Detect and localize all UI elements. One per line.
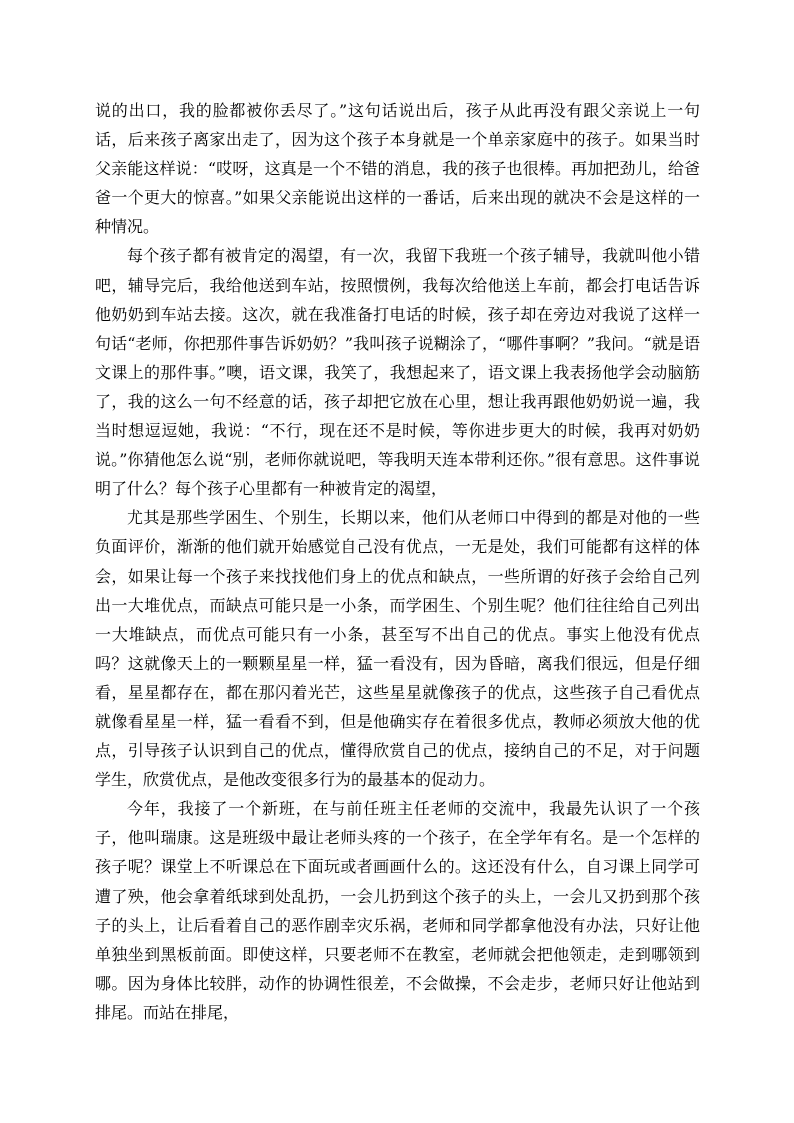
paragraph-new-class: 今年，我接了一个新班，在与前任班主任老师的交流中，我最先认识了一个孩子，他叫瑞康。这是班级中最让老师头疼的一个孩子，在全学年有名。是一个怎样的孩子呢？课堂上不听课总在下面玩或者画画什么的。这还没有什么，自习课上同学可遭了殃，他会拿着纸球到处乱扔，一会儿扔到这个孩子的头上，一会儿又扔到那个孩子的头上，让后看着自己的恶作剧幸灾乐祸，老师和同学都拿他没有办法，只好让他单独坐到黑板前面。即使这样，只要老师不在教室，老师就会把他领走，走到哪领到哪。因为身体比较胖，动作的协调性很差，不会做操，不会走步，老师只好让他站到排尾。而站在排尾， (95, 799, 700, 1022)
paragraph-continuation: 说的出口，我的脸都被你丢尽了。”这句话说出后，孩子从此再没有跟父亲说上一句话，后来孩子离家出走了，因为这个孩子本身就是一个单亲家庭中的孩子。如果当时父亲能这样说：“哎呀，这真是一个不错的消息，我的孩子也很棒。再加把劲儿，给爸爸一个更大的惊喜。”如果父亲能说出这样的一番话，后来出现的就决不会是这样的一种情况。 (95, 101, 700, 237)
paragraph-affirmation-story: 每个孩子都有被肯定的渴望，有一次，我留下我班一个孩子辅导，我就叫他小错吧，辅导完后，我给他送到车站，按照惯例，我每次给他送上车前，都会打电话告诉他奶奶到车站去接。这次，就在我准备打电话的时候，孩子却在旁边对我说了这样一句话“老师，你把那件事告诉奶奶？”我叫孩子说糊涂了，“哪件事啊？”我问。“就是语文课上的那件事。”噢，语文课，我笑了，我想起来了，语文课上我表扬他学会动脑筋了，我的这么一句不经意的话，孩子却把它放在心里，想让我再跟他奶奶说一遍，我当时想逗逗她，我说：“不行，现在还不是时候，等你进步更大的时候，我再对奶奶说。”你猜他怎么说“别，老师你就说吧，等我明天连本带利还你。”很有意思。这件事说明了什么？每个孩子心里都有一种被肯定的渴望， (95, 246, 700, 499)
paragraph-struggling-students: 尤其是那些学困生、个别生，长期以来，他们从老师口中得到的都是对他的一些负面评价，渐渐的他们就开始感觉自己没有优点，一无是处，我们可能都有这样的体会，如果让每一个孩子来找找他们身上的优点和缺点，一些所谓的好孩子会给自己列出一大堆优点，而缺点可能只是一小条，而学困生、个别生呢？他们往往给自己列出一大堆缺点，而优点可能只有一小条，甚至写不出自己的优点。事实上他没有优点吗？这就像天上的一颗颗星星一样，猛一看没有，因为昏暗，离我们很远，但是仔细看，星星都存在，都在那闪着光芒，这些星星就像孩子的优点，这些孩子自己看优点就像看星星一样，猛一看看不到，但是他确实存在着很多优点，教师必须放大他的优点，引导孩子认识到自己的优点，懂得欣赏自己的优点，接纳自己的不足，对于问题学生，欣赏优点，是他改变很多行为的最基本的促动力。 (95, 508, 700, 790)
document-body (95, 96, 700, 1027)
